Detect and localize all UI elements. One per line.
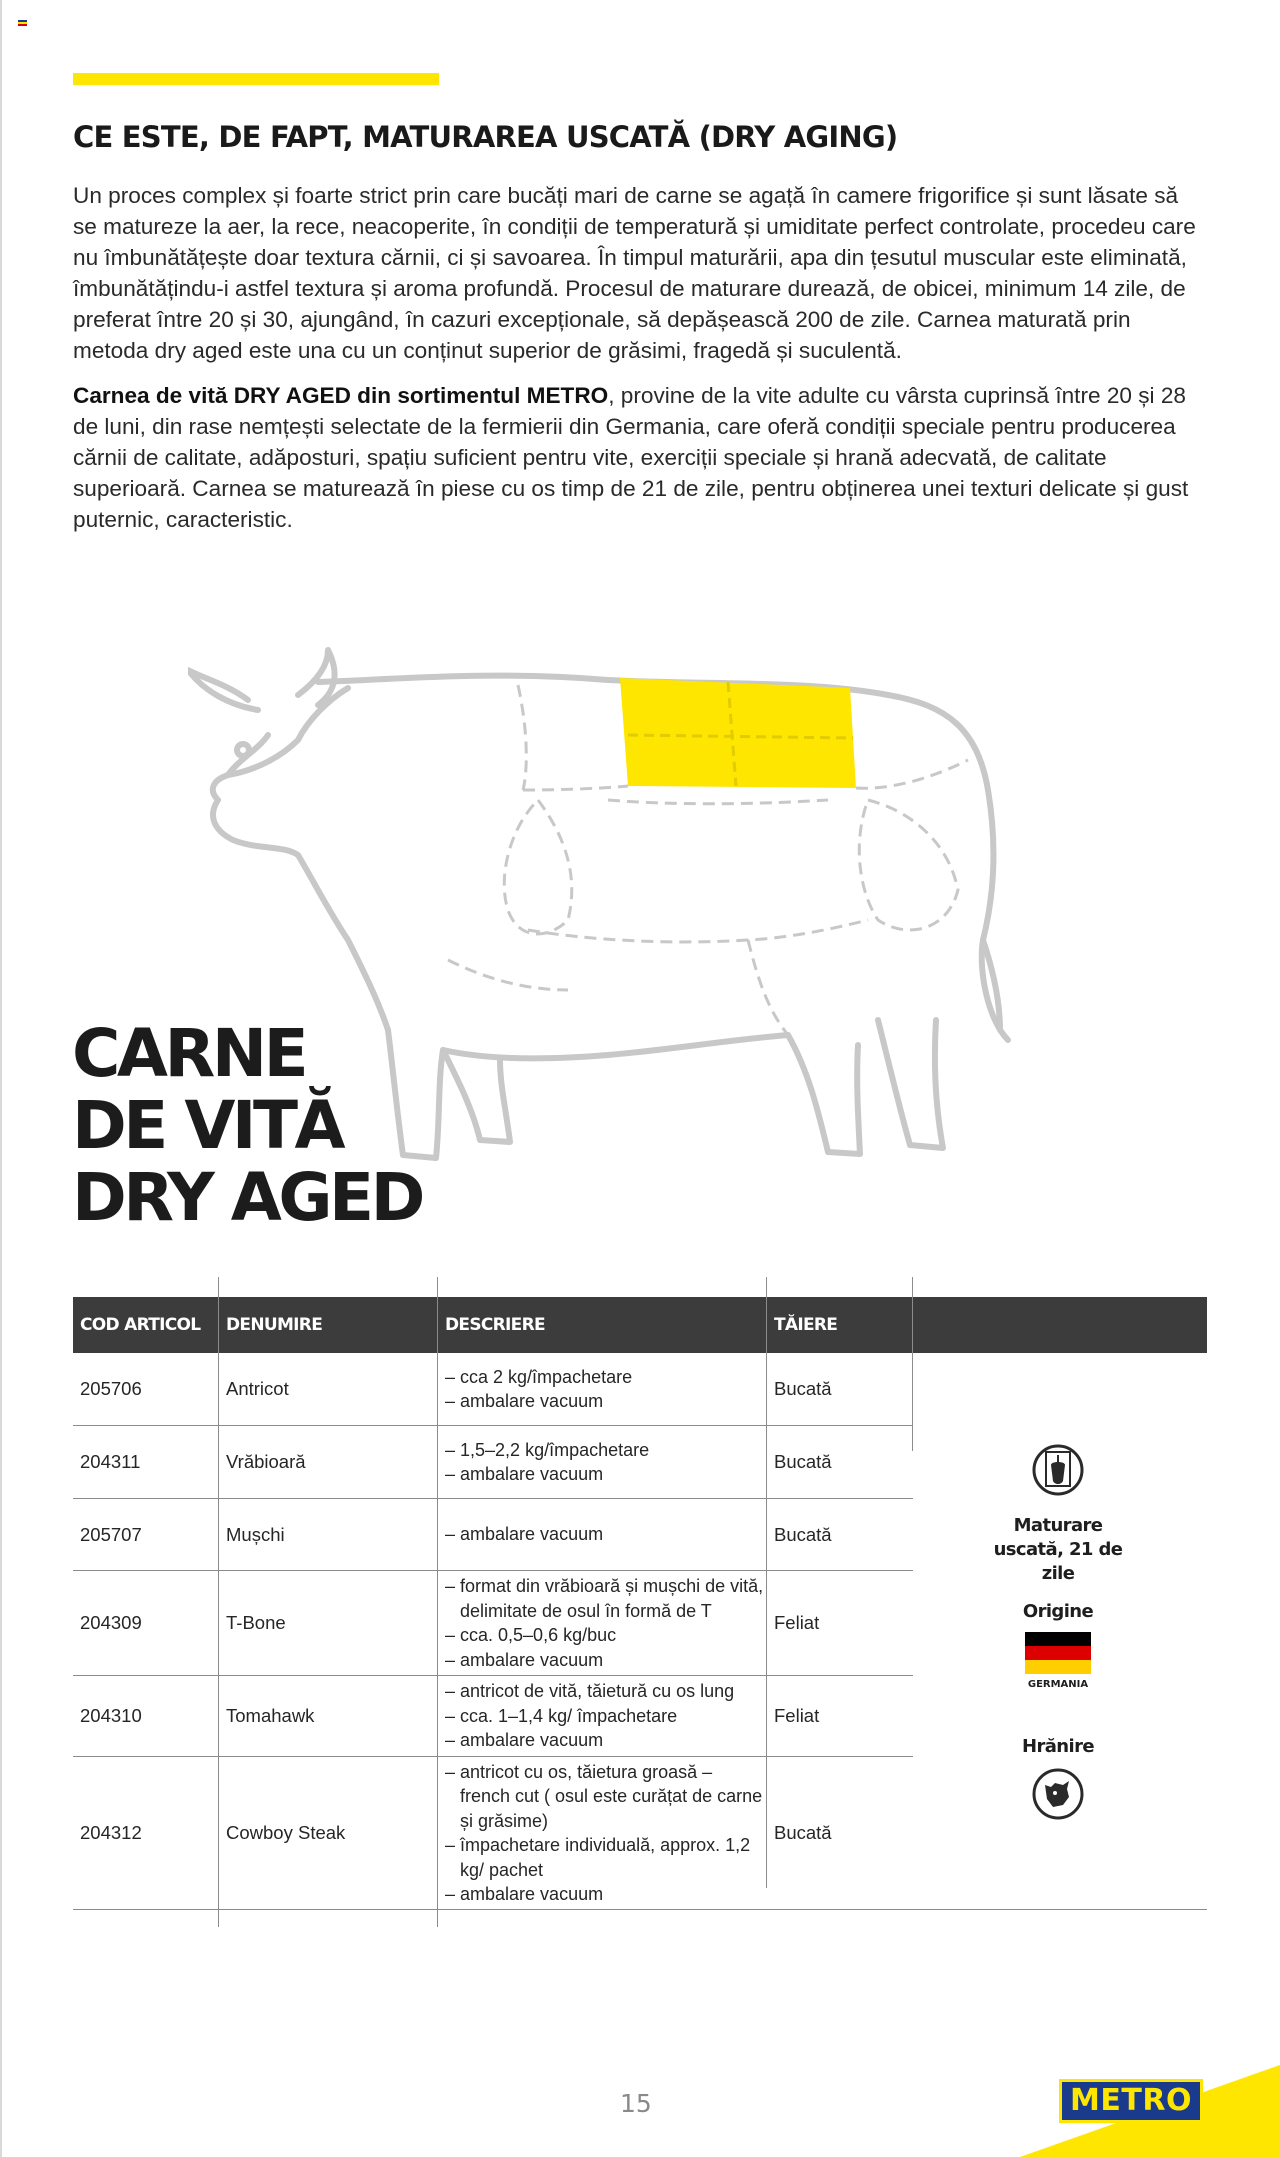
- desc-line: – antricot de vită, tăietură cu os lung: [445, 1681, 735, 1702]
- origin-country: GERMANIA: [1027, 1679, 1089, 1690]
- row-cut: Bucată: [774, 1822, 832, 1843]
- big-title-line2: DE VITĂ: [72, 1087, 343, 1164]
- row-description: [438, 1571, 766, 1675]
- page-number: 15: [620, 2089, 652, 2118]
- page-edge: [0, 0, 2, 2157]
- table-row: [73, 1676, 913, 1756]
- row-cut: Bucată: [774, 1451, 832, 1472]
- header-cut: TĂIERE: [774, 1315, 838, 1335]
- desc-line: – cca 2 kg/împachetare: [445, 1366, 633, 1387]
- origin-label: Origine: [1022, 1601, 1094, 1622]
- big-title: [72, 1015, 422, 1236]
- hanging-meat-icon: [1031, 1443, 1085, 1497]
- accent-bar: [73, 73, 439, 85]
- row-description: [438, 1499, 766, 1570]
- row-description: [438, 1676, 766, 1756]
- aging-label: Maturare uscată, 21 de zile: [993, 1515, 1123, 1584]
- row-code: 205707: [80, 1523, 142, 1545]
- row-name: T-Bone: [226, 1612, 286, 1633]
- table-row: [73, 1499, 913, 1570]
- aging-info: [912, 1443, 1204, 1586]
- metro-paragraph-bold: Carnea de vită DRY AGED din sortimentul METRO: [73, 383, 609, 408]
- metro-paragraph-rest: , provine de la vite adulte cu vârsta cuprinsă între 20 și 28 de luni, din rase nemțești selectate de la fermierii din Germania, care oferă condiții speciale pentru producerea cărnii de calitate, adăposturi, spațiu suficient pentru vite, exerciții speciale și hrană adecvată, de calitate superioară. Carnea se maturează în piese cu os timp de 21 de zile, pentru obținerea unei texturi delicate și gust puternic, caracteristic.: [73, 383, 1189, 532]
- desc-line: – ambalare vacuum: [445, 1884, 604, 1904]
- row-name: Cowboy Steak: [226, 1822, 346, 1843]
- metro-paragraph: [73, 380, 1203, 535]
- header-code: COD ARTICOL: [80, 1315, 201, 1335]
- origin-info: [912, 1600, 1204, 1690]
- row-cut: Bucată: [774, 1378, 832, 1399]
- row-description: [438, 1353, 766, 1425]
- header-name: DENUMIRE: [226, 1315, 323, 1335]
- desc-line: – cca. 1–1,4 kg/ împachetare: [445, 1705, 678, 1726]
- row-description: [438, 1426, 766, 1498]
- desc-line: – ambalare vacuum: [445, 1391, 604, 1411]
- row-description: [438, 1757, 766, 1909]
- row-name: Vrăbioară: [226, 1451, 306, 1472]
- row-code: 204309: [80, 1612, 142, 1633]
- row-code: 204310: [80, 1705, 142, 1726]
- row-cut: Feliat: [774, 1612, 820, 1633]
- metro-logo: METRO: [1059, 2079, 1203, 2123]
- mini-flag-icon: [18, 20, 27, 26]
- cow-head-icon: [1031, 1767, 1085, 1821]
- desc-line: – ambalare vacuum: [445, 1730, 604, 1751]
- row-code: 204312: [80, 1822, 142, 1843]
- row-name: Mușchi: [226, 1523, 285, 1545]
- big-title-line1: CARNE: [72, 1015, 306, 1092]
- feed-info: [912, 1735, 1204, 1826]
- desc-line: – antricot cu os, tăietura groasă – french cut ( osul este curățat de carne și grăsime): [445, 1761, 763, 1831]
- table-row: [73, 1571, 913, 1675]
- row-cut: Bucată: [774, 1523, 832, 1545]
- desc-line: – ambalare vacuum: [445, 1464, 604, 1484]
- row-code: 205706: [80, 1378, 142, 1399]
- desc-line: – 1,5–2,2 kg/împachetare: [445, 1439, 650, 1460]
- table-row: [73, 1426, 913, 1498]
- row-cut: Feliat: [774, 1705, 820, 1726]
- header-description: DESCRIERE: [445, 1315, 545, 1335]
- row-name: Tomahawk: [226, 1705, 315, 1726]
- row-code: 204311: [80, 1451, 141, 1472]
- table-header: [73, 1297, 1207, 1353]
- desc-line: – împachetare individuală, approx. 1,2 kg/ pachet: [445, 1835, 751, 1880]
- desc-line: – format din vrăbioară și mușchi de vită, delimitate de osul în formă de T: [445, 1576, 764, 1621]
- germany-flag-icon: [1025, 1632, 1091, 1674]
- section-title: CE ESTE, DE FAPT, MATURAREA USCATĂ (DRY AGING): [73, 120, 898, 154]
- desc-line: – cca. 0,5–0,6 kg/buc: [445, 1625, 617, 1645]
- table-row: [73, 1353, 913, 1425]
- big-title-line3: DRY AGED: [72, 1159, 422, 1236]
- desc-line: – ambalare vacuum: [445, 1649, 604, 1670]
- intro-paragraph: Un proces complex și foarte strict prin care bucăți mari de carne se agață în camere frigorifice și sunt lăsate să se matureze la aer, la rece, neacoperite, în condiții de temperatură și umiditate perfect controlate, procedeu care nu îmbunătățește doar textura cărnii, ci și savoarea. În timpul maturării, apa din țesutul muscular este eliminată, îmbunătățindu-i astfel textura și aroma profundă. Procesul de maturare durează, de obicei, minimum 14 zile, de preferat între 20 și 30, ajungând, în cazuri excepționale, să depășească 200 de zile. Carnea maturată prin metoda dry aged este una cu un conținut superior de grăsimi, fragedă și suculentă.: [73, 183, 1196, 363]
- table-row: [73, 1757, 913, 1909]
- feed-label: Hrănire: [1022, 1736, 1094, 1757]
- desc-line: – ambalare vacuum: [445, 1524, 604, 1545]
- row-name: Antricot: [226, 1378, 289, 1399]
